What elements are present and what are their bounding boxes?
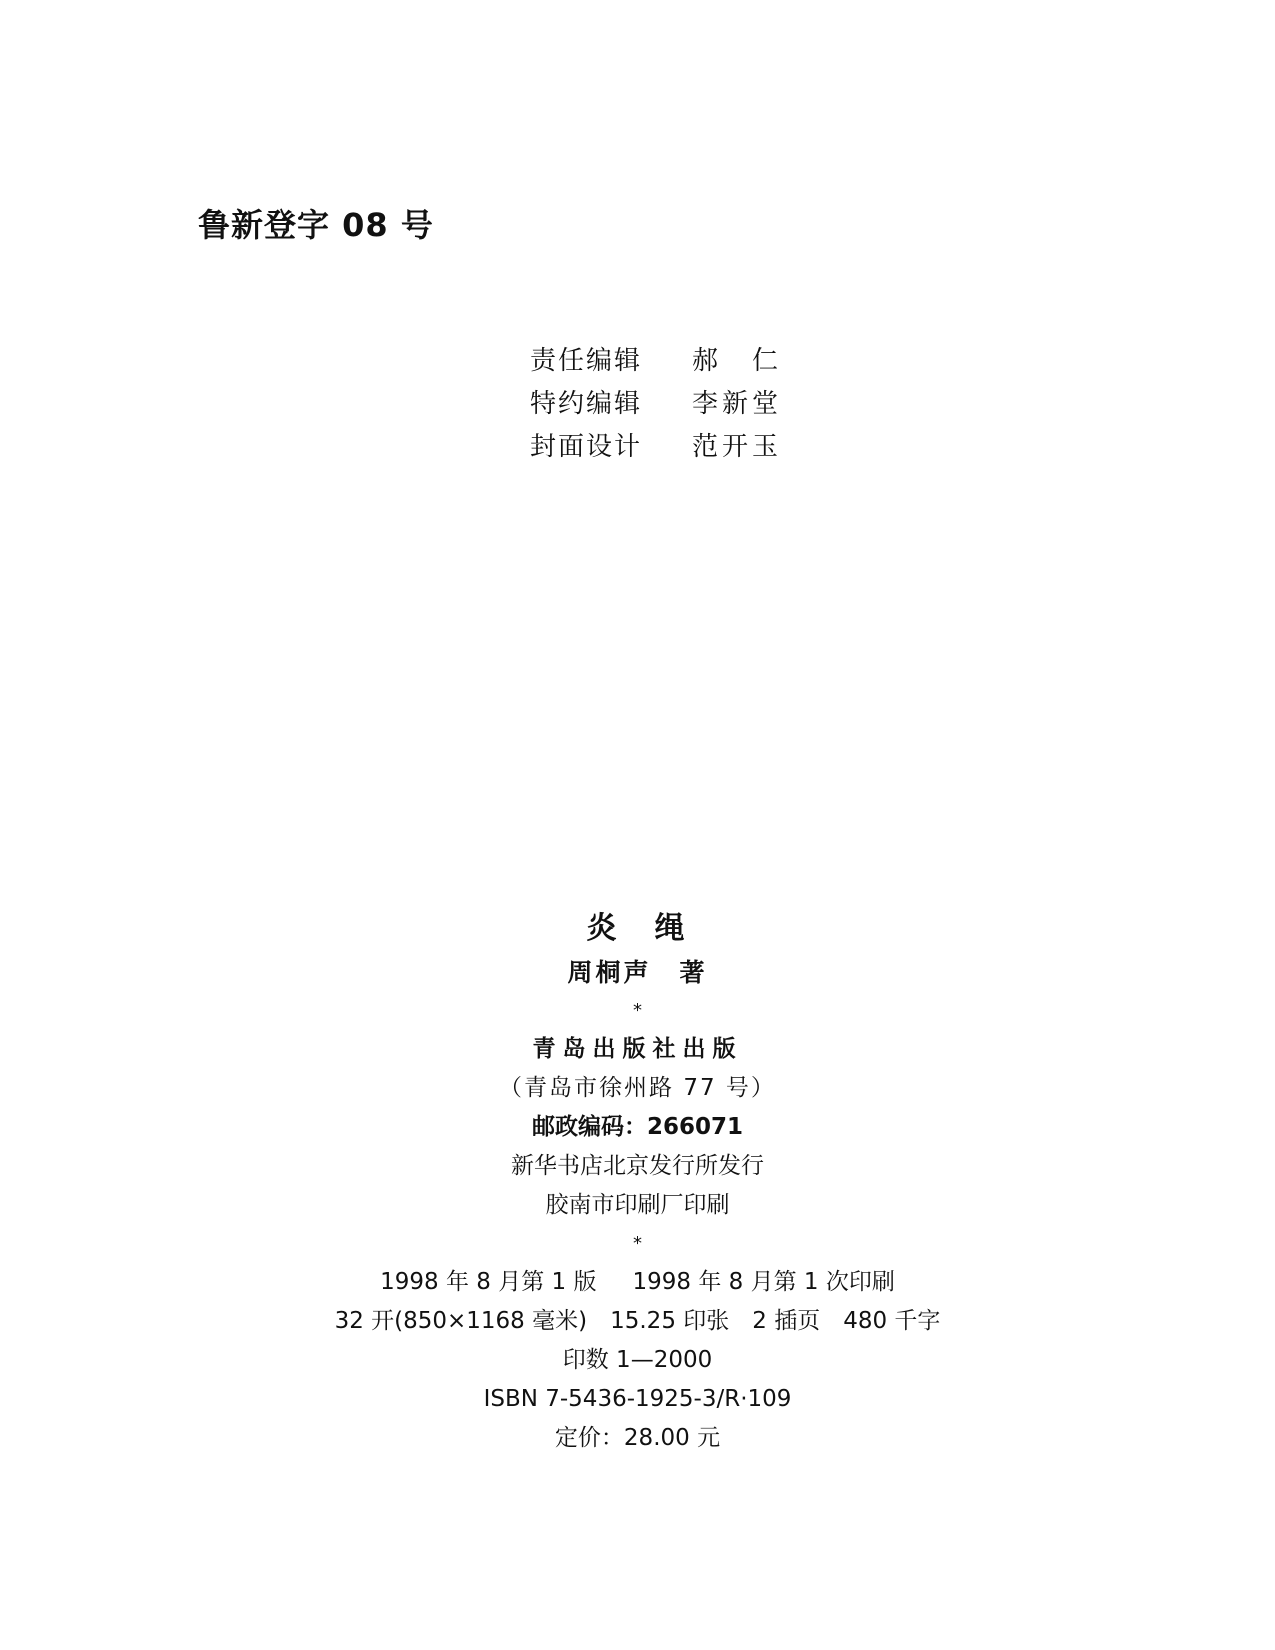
- staff-role: 责任编辑: [530, 346, 643, 376]
- edition: 1998 年 8 月第 1 版: [380, 1269, 597, 1295]
- postcode: 邮政编码：266071: [531, 1114, 744, 1140]
- editorial-staff-list: [530, 340, 782, 469]
- separator-asterisk: *: [633, 1000, 642, 1021]
- registration-number: 鲁新登字 08 号: [198, 206, 434, 244]
- separator-asterisk: *: [633, 1233, 642, 1254]
- colophon: [0, 905, 1275, 1458]
- staff-name: 郝 仁: [692, 346, 783, 376]
- staff-row-cover-design: [530, 426, 782, 469]
- staff-role: 特约编辑: [530, 389, 643, 419]
- printer: 胶南市印刷厂印刷: [545, 1192, 730, 1218]
- printing: 1998 年 8 月第 1 次印刷: [632, 1269, 895, 1295]
- format-specs: 32 开(850×1168 毫米) 15.25 印张 2 插页 480 千字: [334, 1308, 941, 1334]
- book-title: 炎 绳: [586, 911, 689, 946]
- edition-printing-line: [0, 1263, 1275, 1302]
- isbn: ISBN 7-5436-1925-3/R·109: [483, 1386, 792, 1412]
- publisher-address: （青岛市徐州路 77 号）: [499, 1075, 776, 1101]
- print-run: 印数 1—2000: [562, 1347, 713, 1373]
- book-author: 周桐声 著: [567, 958, 708, 987]
- staff-name: 李新堂: [692, 389, 783, 419]
- staff-role: 封面设计: [530, 432, 643, 462]
- staff-name: 范开玉: [692, 432, 783, 462]
- price: 定价：28.00 元: [554, 1425, 721, 1451]
- staff-row-responsible-editor: [530, 340, 782, 383]
- distributor: 新华书店北京发行所发行: [511, 1153, 764, 1179]
- publisher: 青岛出版社出版: [532, 1036, 743, 1062]
- staff-row-contributing-editor: [530, 383, 782, 426]
